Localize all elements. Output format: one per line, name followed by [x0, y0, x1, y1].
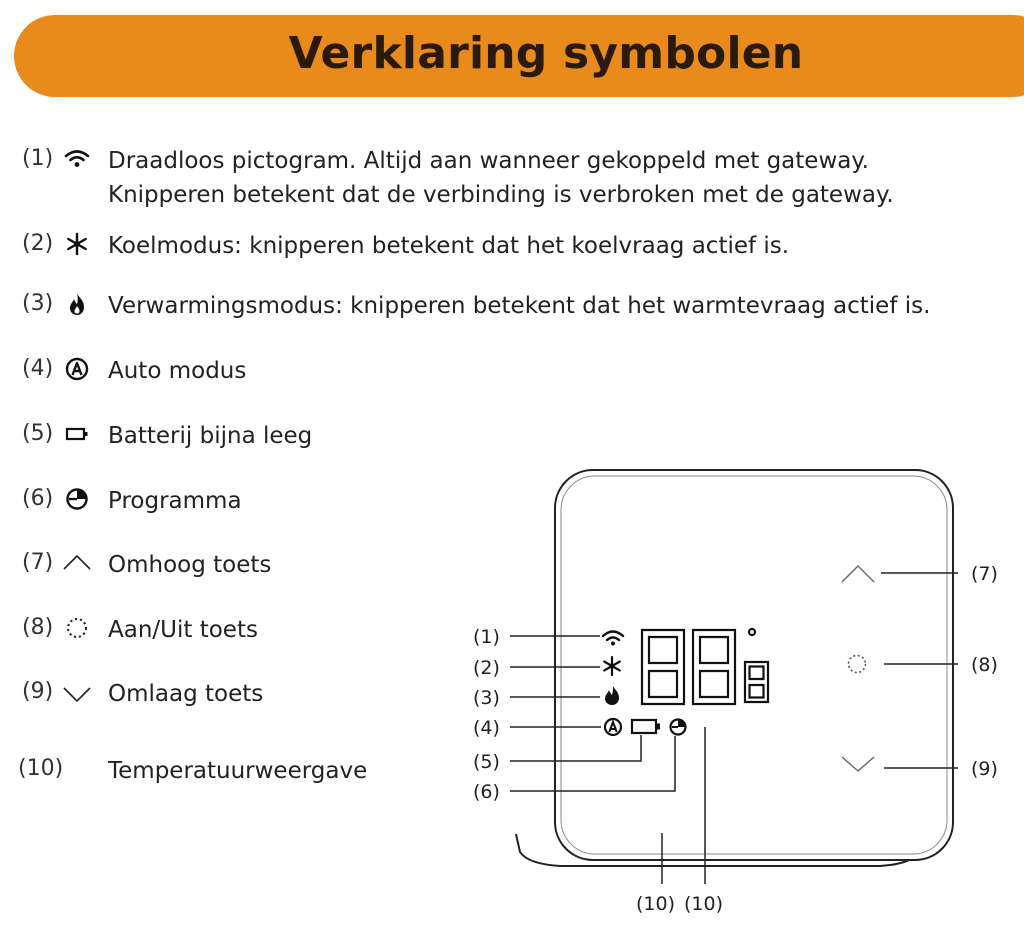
callout-10a: (10) [636, 893, 676, 915]
callout-2: (2) [473, 657, 500, 679]
legend-number: (6) [22, 486, 54, 511]
callout-8: (8) [971, 654, 998, 676]
legend-number: (2) [22, 231, 54, 256]
legend-text: Batterij bijna leeg [108, 423, 313, 449]
legend-text: Omlaag toets [108, 681, 264, 707]
legend-number: (1) [22, 146, 54, 171]
legend-text: Omhoog toets [108, 552, 272, 578]
legend-text: Auto modus [108, 358, 247, 384]
legend-number: (7) [22, 550, 54, 575]
legend-text: Temperatuurweergave [108, 758, 368, 784]
callout-3: (3) [473, 687, 500, 709]
callout-5: (5) [473, 751, 500, 773]
callout-7: (7) [971, 563, 998, 585]
callout-1: (1) [473, 626, 500, 648]
legend-number: (3) [22, 291, 54, 316]
page-title: Verklaring symbolen [288, 28, 804, 79]
legend-number: (10) [18, 756, 64, 781]
legend-number: (8) [22, 615, 54, 640]
callout-6: (6) [473, 781, 500, 803]
legend-text: Programma [108, 488, 242, 514]
callout-10b: (10) [684, 893, 724, 915]
legend-text: Koelmodus: knipperen betekent dat het koelvraag actief is. [108, 233, 790, 259]
legend-number: (4) [22, 356, 54, 381]
legend-text: Aan/Uit toets [108, 617, 258, 643]
callout-4: (4) [473, 717, 500, 739]
legend-number: (5) [22, 421, 54, 446]
legend-number: (9) [22, 679, 54, 704]
callout-9: (9) [971, 758, 998, 780]
legend-text: Verwarmingsmodus: knipperen betekent dat het warmtevraag actief is. [108, 293, 931, 319]
legend-text: Draadloos pictogram. Altijd aan wanneer gekoppeld met gateway. Knipperen betekent dat de verbinding is verbroken met de gateway. [108, 148, 894, 208]
